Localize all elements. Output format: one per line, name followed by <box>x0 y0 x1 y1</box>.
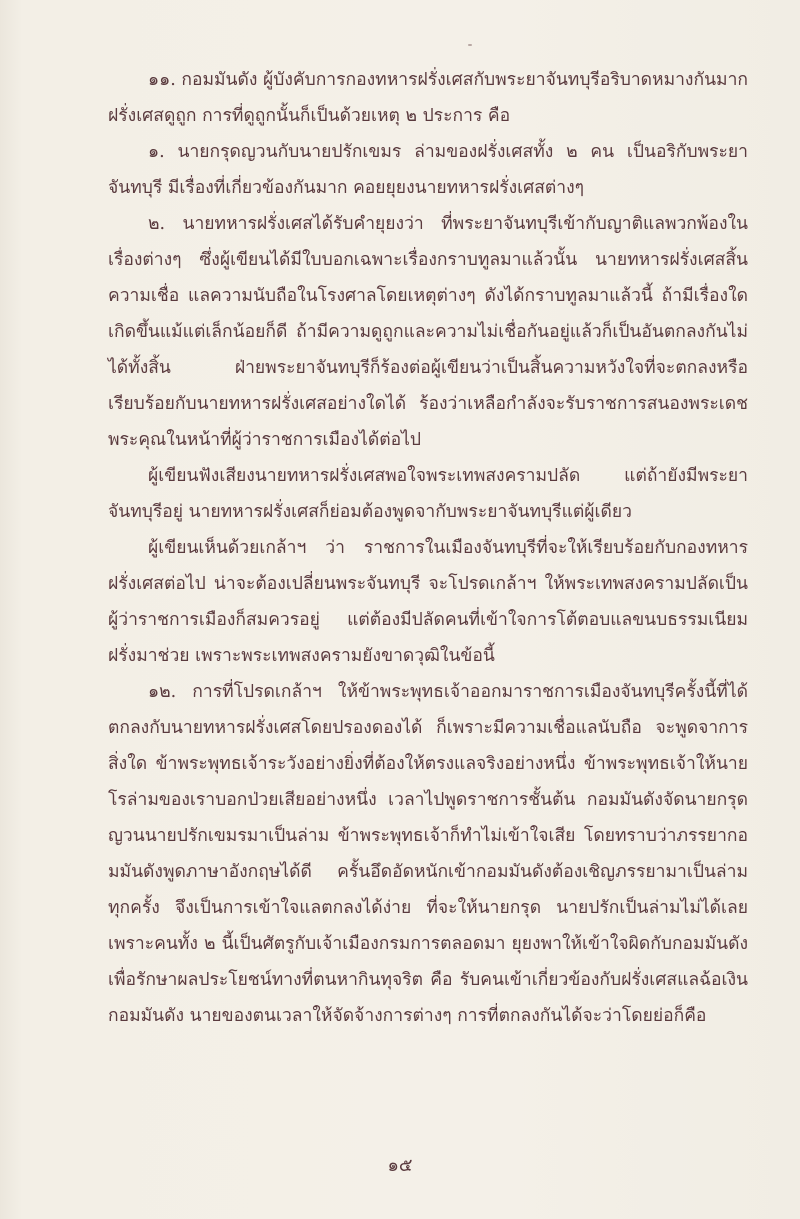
paragraph-11-item-1: ๑. นายกรุดญวนกับนายปรักเขมร ล่ามของฝรั่งเศสทั้ง ๒ คน เป็นอริกับพระยาจันทบุรี มีเรื่องที่เกี่ยวข้องกันมาก คอยยุยงนายทหารฝรั่งเศสต่างๆ <box>108 142 748 198</box>
paragraph-11: ๑๑. กอมมันดัง ผู้บังคับการกองทหารฝรั่งเศสกับพระยาจันทบุรีอริบาดหมางกันมาก ฝรั่งเศสดูถูก การที่ดูถูกนั้นก็เป็นด้วยเหตุ ๒ ประการ คือ <box>108 70 748 126</box>
paragraph-12: ๑๒. การที่โปรดเกล้าฯ ให้ข้าพระพุทธเจ้าออกมาราชการเมืองจันทบุรีครั้งนี้ที่ได้ตกลงกับนายทหารฝรั่งเศสโดยปรองดองได้ ก็เพราะมีความเชื่อแลนับถือ จะพูดจาการสิ่งใด ข้าพระพุทธเจ้าระวังอย่างยิ่งที่ต้องให้ตรงแลจริงอย่างหนึ่ง ข้าพระพุทธเจ้าให้นายโรล่ามของเราบอกป่วยเสียอย่างหนึ่ง เวลาไปพูดราชการชั้นต้น กอมมันดังจัดนายกรุดญวนนายปรักเขมรมาเป็นล่าม ข้าพระพุทธเจ้าก็ทำไม่เข้าใจเสีย โดยทราบว่าภรรยากอมมันดังพูดภาษาอังกฤษได้ดี ครั้นอึดอัดหนักเข้ากอมมันดังต้องเชิญภรรยามาเป็นล่ามทุกครั้ง จึงเป็นการเข้าใจแลตกลงได้ง่าย ที่จะให้นายกรุด นายปรักเป็นล่ามไม่ได้เลย เพราะคนทั้ง ๒ นี้เป็นศัตรูกับเจ้าเมืองกรมการตลอดมา ยุยงพาให้เข้าใจผิดกับกอมมันดัง เพื่อรักษาผลประโยชน์ทางที่ตนหากินทุจริต คือ รับคนเข้าเกี่ยวข้องกับฝรั่งเศสแลฉ้อเงินกอมมันดัง นายของตนเวลาให้จัดจ้างการต่างๆ การที่ตกลงกันได้จะว่าโดยย่อก็คือ <box>108 682 748 1026</box>
paragraph-11-item-2: ๒. นายทหารฝรั่งเศสได้รับคำยุยงว่า ที่พระยาจันทบุรีเข้ากับญาติแลพวกพ้องในเรื่องต่างๆ ซึ่งผู้เขียนได้มีใบบอกเฉพาะเรื่องกราบทูลมาแล้วนั้น นายทหารฝรั่งเศสสิ้นความเชื่อ แลความนับถือในโรงศาลโดยเหตุต่างๆ ดังได้กราบทูลมาแล้วนี้ ถ้ามีเรื่องใดเกิดขึ้นแม้แต่เล็กน้อยก็ดี ถ้ามีความดูถูกและความไม่เชื่อกันอยู่แล้วก็เป็นอันตกลงกันไม่ได้ทั้งสิ้น ฝ่ายพระยาจันทบุรีก็ร้องต่อผู้เขียนว่าเป็นสิ้นความหวังใจที่จะตกลงหรือเรียบร้อยกับนายทหารฝรั่งเศสอย่างใดได้ ร้องว่าเหลือกำลังจะรับราชการสนองพระเดชพระคุณในหน้าที่ผู้ว่าราชการเมืองได้ต่อไป <box>108 214 748 450</box>
body-text <box>108 62 748 1034</box>
paragraph-writer-opinion: ผู้เขียนฟังเสียงนายทหารฝรั่งเศสพอใจพระเทพสงครามปลัด แต่ถ้ายังมีพระยาจันทบุรีอยู่ นายทหารฝรั่งเศสก็ย่อมต้องพูดจากับพระยาจันทบุรีแต่ผู้เดียว <box>108 466 748 522</box>
page-number: ๑๕ <box>387 1155 413 1176</box>
paper-speck <box>468 44 472 46</box>
paragraph-writer-recommendation: ผู้เขียนเห็นด้วยเกล้าฯ ว่า ราชการในเมืองจันทบุรีที่จะให้เรียบร้อยกับกองทหารฝรั่งเศสต่อไป น่าจะต้องเปลี่ยนพระจันทบุรี จะโปรดเกล้าฯ ให้พระเทพสงครามปลัดเป็นผู้ว่าราชการเมืองก็สมควรอยู่ แต่ต้องมีปลัดคนที่เข้าใจการโต้ตอบแลขนบธรรมเนียมฝรั่งมาช่วย เพราะพระเทพสงครามยังขาดวุฒิในข้อนี้ <box>108 538 748 666</box>
